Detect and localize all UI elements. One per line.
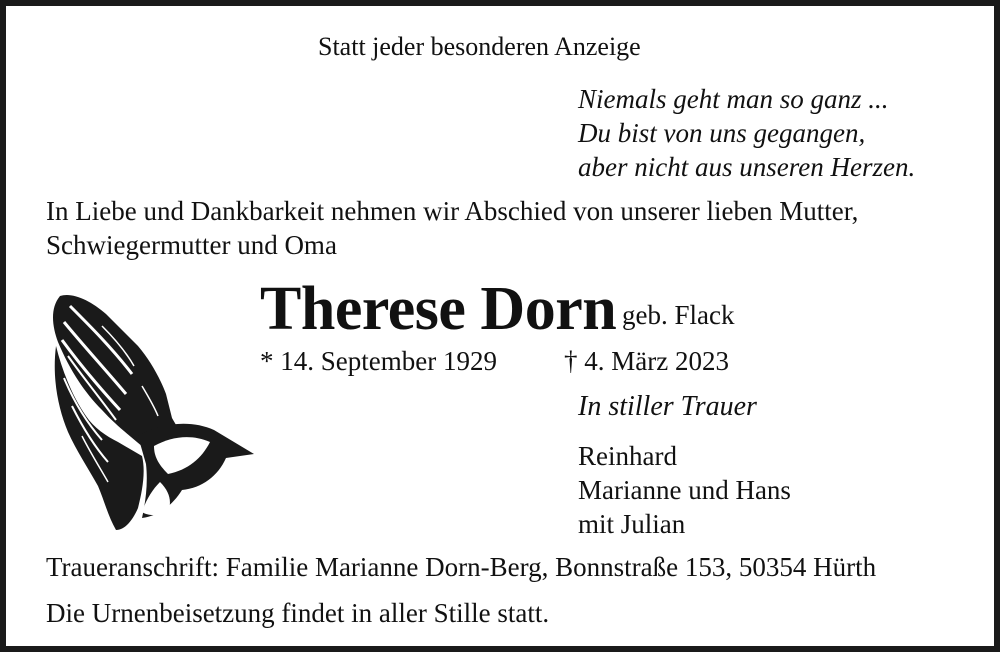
poem-line: aber nicht aus unseren Herzen. [578, 152, 916, 182]
poem [578, 82, 915, 184]
poem-line: Niemals geht man so ganz ... [578, 84, 889, 114]
deceased-name: Therese Dorn [260, 275, 617, 343]
praying-hands-icon [42, 286, 254, 532]
death-date: † 4. März 2023 [564, 346, 729, 376]
family-member: Marianne und Hans [578, 475, 791, 505]
intro-text [46, 194, 858, 262]
birth-date: * 14. September 1929 [260, 346, 497, 376]
intro-line: Schwiegermutter und Oma [46, 230, 337, 260]
headline: Statt jeder besonderen Anzeige [318, 32, 641, 61]
family-member: Reinhard [578, 441, 677, 471]
mourning-line: In stiller Trauer [578, 391, 757, 422]
intro-line: In Liebe und Dankbarkeit nehmen wir Abschied von unserer lieben Mutter, [46, 196, 859, 226]
family-member: mit Julian [578, 509, 686, 539]
mourning-address: Traueranschrift: Familie Marianne Dorn-Berg, Bonnstraße 153, 50354 Hürth [46, 552, 877, 582]
burial-note: Die Urnenbeisetzung findet in aller Stille statt. [46, 598, 550, 628]
poem-line: Du bist von uns gegangen, [578, 118, 866, 148]
maiden-name: geb. Flack [622, 300, 735, 330]
family-signatures [578, 439, 791, 541]
